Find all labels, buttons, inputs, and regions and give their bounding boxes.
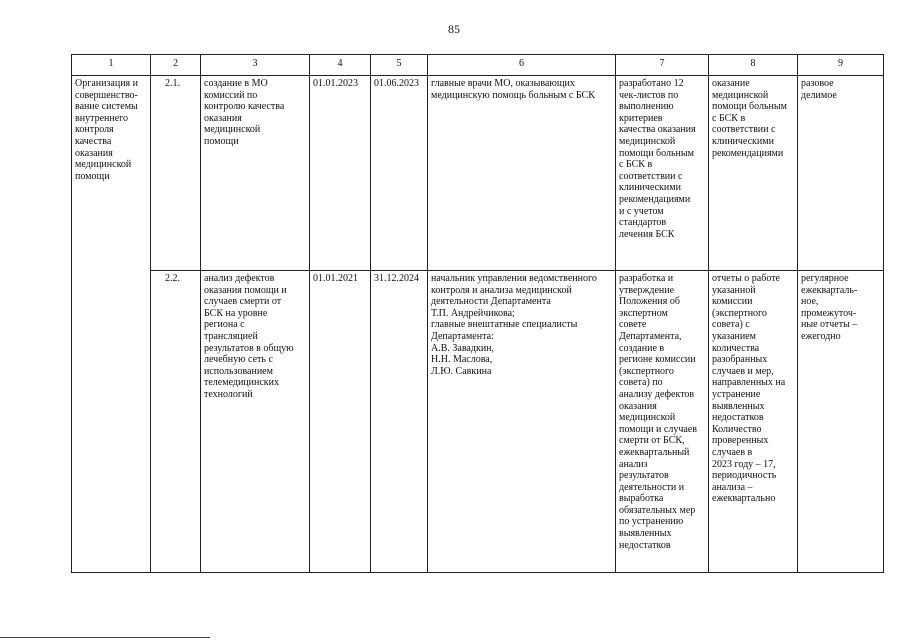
activity: анализ дефектов оказания помощи и случаев смерти от БСК на уровне региона с трансляцией результатов в общую лечебную сеть с использованием телемедицинских технологий (201, 271, 310, 573)
frequency: регулярное ежекварталь- ное, промежуточ- ные отчеты – ежегодно (798, 271, 884, 573)
plan-table (71, 54, 884, 573)
activity: создание в МО комиссий по контролю качества оказания медицинской помощи (201, 76, 310, 271)
frequency: разовое делимое (798, 76, 884, 271)
start-date: 01.01.2023 (310, 76, 371, 271)
result: разработка и утверждение Положения об экспертном совете Департамента, создание в регионе комиссии (экспертного совета) по анализу дефектов оказания медицинской помощи и случаев смерти от БСК, ежеквартальный анализ результатов деятельности и выработка обязательных мер по устранению выявленных недостатков (616, 271, 709, 573)
header-col-8: 8 (709, 55, 798, 76)
indicator: отчеты о работе указанной комиссии (экспертного совета) с указанием количества разобранных случаев и мер, направленных на устранение выявленных недостатков Количество проверенных случаев в 2023 году – 17, периодичность анализа – ежеквартально (709, 271, 798, 573)
start-date: 01.01.2021 (310, 271, 371, 573)
responsible: начальник управления ведомственного контроля и анализа медицинской деятельности Департамента Т.П. Андрейчикова; главные внештатные специалисты Департамента: А.В. Завадкин, Н.Н. Маслова, Л.Ю. Савкина (428, 271, 616, 573)
header-row (72, 55, 884, 76)
responsible: главные врачи МО, оказывающих медицинскую помощь больным с БСК (428, 76, 616, 271)
header-col-4: 4 (310, 55, 371, 76)
page-number: 85 (448, 22, 460, 36)
section-title: Организация и совершенство- вание системы внутреннего контроля качества оказания медицинской помощи (72, 76, 151, 271)
header-col-2: 2 (151, 55, 201, 76)
header-col-7: 7 (616, 55, 709, 76)
item-number: 2.2. (151, 271, 201, 573)
header-col-9: 9 (798, 55, 884, 76)
indicator: оказание медицинской помощи больным с БСК в соответствии с клиническими рекомендациями (709, 76, 798, 271)
end-date: 31.12.2024 (371, 271, 428, 573)
section-title-continued (72, 271, 151, 573)
end-date: 01.06.2023 (371, 76, 428, 271)
header-col-1: 1 (72, 55, 151, 76)
table-row (72, 76, 884, 271)
table-row (72, 271, 884, 573)
header-col-3: 3 (201, 55, 310, 76)
item-number: 2.1. (151, 76, 201, 271)
header-col-6: 6 (428, 55, 616, 76)
page-edge-line (0, 637, 210, 638)
result: разработано 12 чек-листов по выполнению критериев качества оказания медицинской помощи больным с БСК в соответствии с клиническими рекомендациями и с учетом стандартов лечения БСК (616, 76, 709, 271)
header-col-5: 5 (371, 55, 428, 76)
